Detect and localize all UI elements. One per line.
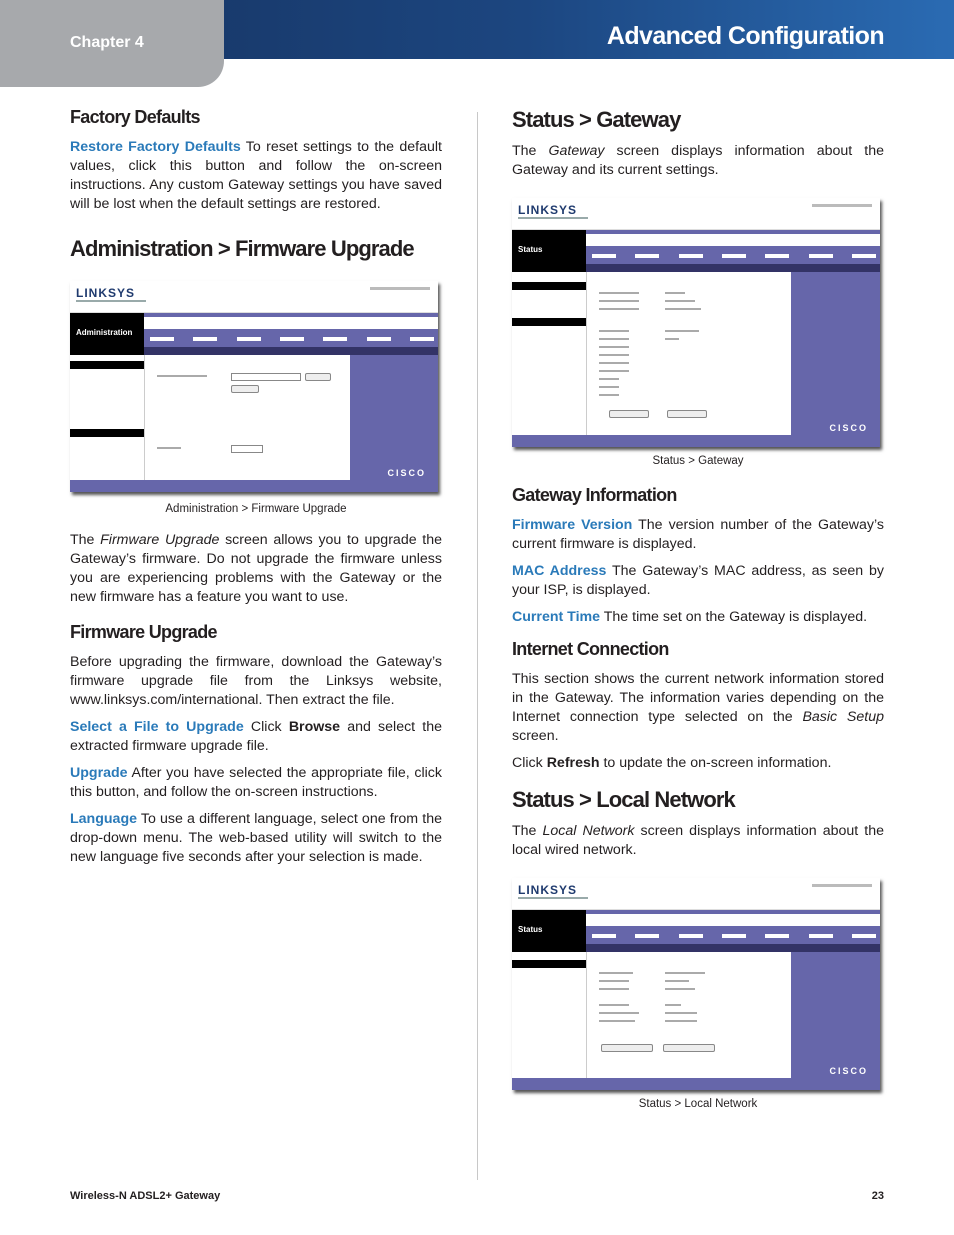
linksys-logo: LINKSYS [518,882,578,897]
language-paragraph: Language To use a different language, select one from the drop-down menu. The web-based utility will switch to the new language five seconds after your selection is made. [70,810,442,865]
status-local-screenshot [512,878,880,1090]
status-gateway-heading: Status > Gateway [512,107,681,132]
left-column [70,108,442,867]
internet-connection-paragraph: This section shows the current network information stored in the Gateway. The information varies depending on the Internet connection type selected on the Basic Setup screen. [512,670,884,744]
admin-section-label: Administration [76,327,133,337]
firmware-version-term: Firmware Version [512,516,633,533]
internet-connection-heading: Internet Connection [512,638,669,659]
status-section-label: Status [518,245,543,255]
select-file-term: Select a File to Upgrade [70,718,244,735]
chapter-label: Chapter 4 [70,34,144,51]
status-section-label: Status [518,924,543,934]
restore-factory-defaults-term: Restore Factory Defaults [70,138,241,155]
firmware-upgrade-paragraph: Before upgrading the firmware, download the Gateway’s firmware upgrade file from the Linksys website, www.linksys.com/international. Then extract the file. [70,653,442,708]
status-local-intro: The Local Network screen displays information about the local wired network. [512,822,884,858]
cisco-logo: CISCO [387,467,426,478]
firmware-version-paragraph: Firmware Version The version number of the Gateway’s current firmware is displayed. [512,516,885,552]
mac-address-paragraph: MAC Address The Gateway’s MAC address, as seen by your ISP, is displayed. [512,562,885,598]
footer-page-number: 23 [871,1190,884,1202]
upgrade-paragraph: Upgrade After you have selected the appropriate file, click this button, and follow the on-screen instructions. [70,764,442,800]
firmware-upgrade-screenshot [70,281,438,492]
status-gateway-caption: Status > Gateway [652,455,744,468]
page-title: Advanced Configuration [606,22,884,50]
firmware-intro-paragraph: The Firmware Upgrade screen allows you to upgrade the Gateway’s firmware. Do not upgrade the firmware unless you are experiencing problems with the Gateway or the new firmware has a feature you want to use. [70,531,443,605]
current-time-term: Current Time [512,608,601,625]
status-local-caption: Status > Local Network [638,1097,758,1110]
current-time-paragraph: Current Time The time set on the Gateway is displayed. [512,608,868,625]
linksys-logo: LINKSYS [518,203,578,218]
footer-product: Wireless-N ADSL2+ Gateway [70,1190,221,1202]
factory-defaults-paragraph: Restore Factory Defaults To reset settings to the default values, click this button and follow the on-screen instructions. Any custom Gateway settings you have saved will be lost when the default settings are restored. [70,138,443,212]
refresh-paragraph: Click Refresh to update the on-screen information. [512,754,832,771]
firmware-section-heading: Administration > Firmware Upgrade [70,235,414,261]
cisco-logo: CISCO [829,423,868,434]
mac-address-term: MAC Address [512,562,607,579]
right-column [512,108,884,1110]
column-divider [477,112,478,1180]
gateway-information-heading: Gateway Information [512,485,677,506]
upgrade-term: Upgrade [70,764,128,781]
status-local-heading: Status > Local Network [512,786,735,812]
firmware-upgrade-heading: Firmware Upgrade [70,621,217,642]
status-gateway-intro: The Gateway screen displays information about the Gateway and its current settings. [512,143,884,179]
factory-defaults-heading: Factory Defaults [70,107,200,127]
status-gateway-screenshot [512,198,880,447]
linksys-logo: LINKSYS [76,285,136,300]
select-file-paragraph: Select a File to Upgrade Click Browse and select the extracted firmware upgrade file. [70,718,443,754]
cisco-logo: CISCO [829,1065,868,1076]
language-term: Language [70,810,138,827]
firmware-upgrade-caption: Administration > Firmware Upgrade [165,502,347,515]
